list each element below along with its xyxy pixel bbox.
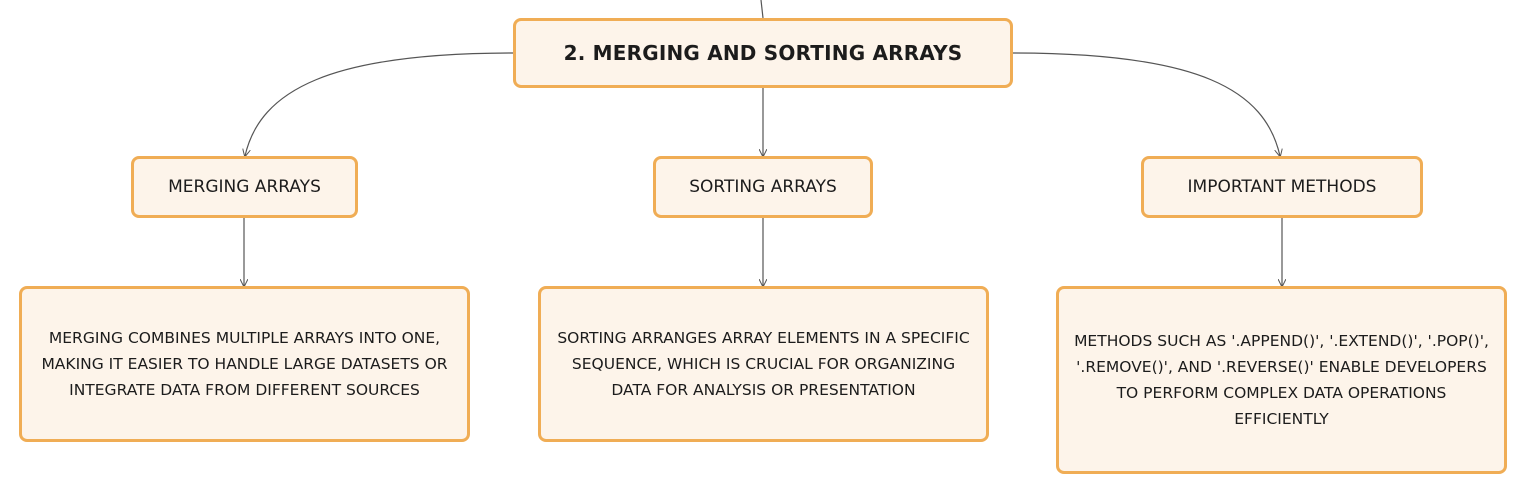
branch-node-sorting-arrays[interactable] xyxy=(653,156,873,218)
detail-node-sorting[interactable] xyxy=(538,286,989,442)
branch-node-label: SORTING ARRAYS xyxy=(689,177,837,197)
branch-node-label: MERGING ARRAYS xyxy=(168,177,321,197)
branch-node-important-methods[interactable] xyxy=(1141,156,1423,218)
detail-node-text: METHODS SUCH AS '.APPEND()', '.EXTEND()', '.POP()', '.REMOVE()', AND '.REVERSE()' ENABLE DEVELOPERS TO PERFORM COMPLEX DATA OPERATIONS EFFICIENTLY xyxy=(1074,332,1489,428)
connector-incoming xyxy=(761,0,763,18)
root-node[interactable] xyxy=(513,18,1013,88)
root-node-label: 2. MERGING AND SORTING ARRAYS xyxy=(563,41,963,65)
connector-root-to-methods xyxy=(1013,53,1280,156)
detail-node-methods[interactable] xyxy=(1056,286,1507,474)
detail-node-text: SORTING ARRANGES ARRAY ELEMENTS IN A SPECIFIC SEQUENCE, WHICH IS CRUCIAL FOR ORGANIZING DATA FOR ANALYSIS OR PRESENTATION xyxy=(557,329,970,399)
detail-node-text: MERGING COMBINES MULTIPLE ARRAYS INTO ONE, MAKING IT EASIER TO HANDLE LARGE DATASETS OR INTEGRATE DATA FROM DIFFERENT SOURCES xyxy=(41,329,448,399)
connector-root-to-merging xyxy=(245,53,513,156)
detail-node-merging[interactable] xyxy=(19,286,470,442)
branch-node-label: IMPORTANT METHODS xyxy=(1187,177,1377,197)
branch-node-merging-arrays[interactable] xyxy=(131,156,358,218)
